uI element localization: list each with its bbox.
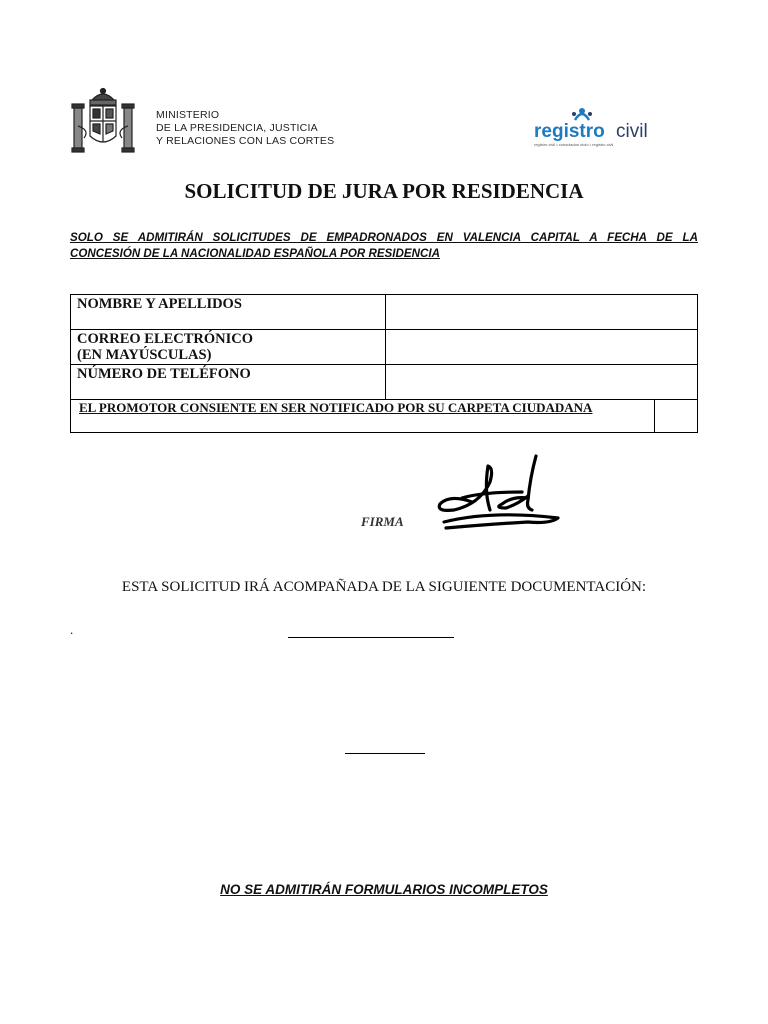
phone-field[interactable] xyxy=(386,365,698,400)
handwritten-signature xyxy=(432,452,568,536)
ministry-name xyxy=(156,109,356,148)
coat-of-arms-logo xyxy=(70,86,136,158)
ministry-line-1: MINISTERIO xyxy=(156,109,220,121)
ministry-line-2: DE LA PRESIDENCIA, JUSTICIA xyxy=(156,122,318,134)
registro-civil-emblem-icon xyxy=(572,108,592,120)
notice-line-2: CONCESIÓN DE LA NACIONALIDAD ESPAÑOLA POR RESIDENCIA xyxy=(70,246,440,260)
registro-civil-logo xyxy=(530,104,660,150)
email-label xyxy=(71,330,386,365)
email-label-line-1: CORREO ELECTRÓNICO xyxy=(77,331,254,347)
phone-label: NÚMERO DE TELÉFONO xyxy=(71,365,386,400)
consent-text: EL PROMOTOR CONSIENTE EN SER NOTIFICADO POR SU CARPETA CIUDADANA xyxy=(71,400,655,432)
logo-wordmark-civil: civil xyxy=(616,121,648,142)
email-field[interactable] xyxy=(386,330,698,365)
logo-wordmark-registro: registro xyxy=(534,121,605,142)
blank-line-short xyxy=(345,753,425,754)
residency-notice xyxy=(70,230,698,261)
consent-checkbox[interactable] xyxy=(655,400,697,432)
signature-label: FIRMA xyxy=(361,514,404,529)
incomplete-forms-warning: NO SE ADMITIRÁN FORMULARIOS INCOMPLETOS xyxy=(220,882,548,897)
name-row xyxy=(71,295,698,330)
document-title: SOLICITUD DE JURA POR RESIDENCIA xyxy=(184,179,584,203)
consent-row xyxy=(71,400,698,433)
ministry-line-3: Y RELACIONES CON LAS CORTES xyxy=(156,135,335,147)
email-label-line-2: (EN MAYÚSCULAS) xyxy=(77,347,212,363)
documentation-bullet: . xyxy=(70,622,74,637)
phone-row xyxy=(71,365,698,400)
notice-line-1: SOLO SE ADMITIRÁN SOLICITUDES DE EMPADRONADOS EN VALENCIA CAPITAL A FECHA DE LA xyxy=(70,231,698,244)
blank-line xyxy=(288,637,454,638)
name-label: NOMBRE Y APELLIDOS xyxy=(71,295,386,330)
name-field[interactable] xyxy=(386,295,698,330)
logo-tagline: registro civil • consulados ololo • registro civil xyxy=(534,142,614,147)
email-row xyxy=(71,330,698,365)
applicant-form-table xyxy=(70,294,698,433)
documentation-heading: ESTA SOLICITUD IRÁ ACOMPAÑADA DE LA SIGUIENTE DOCUMENTACIÓN: xyxy=(121,579,647,595)
